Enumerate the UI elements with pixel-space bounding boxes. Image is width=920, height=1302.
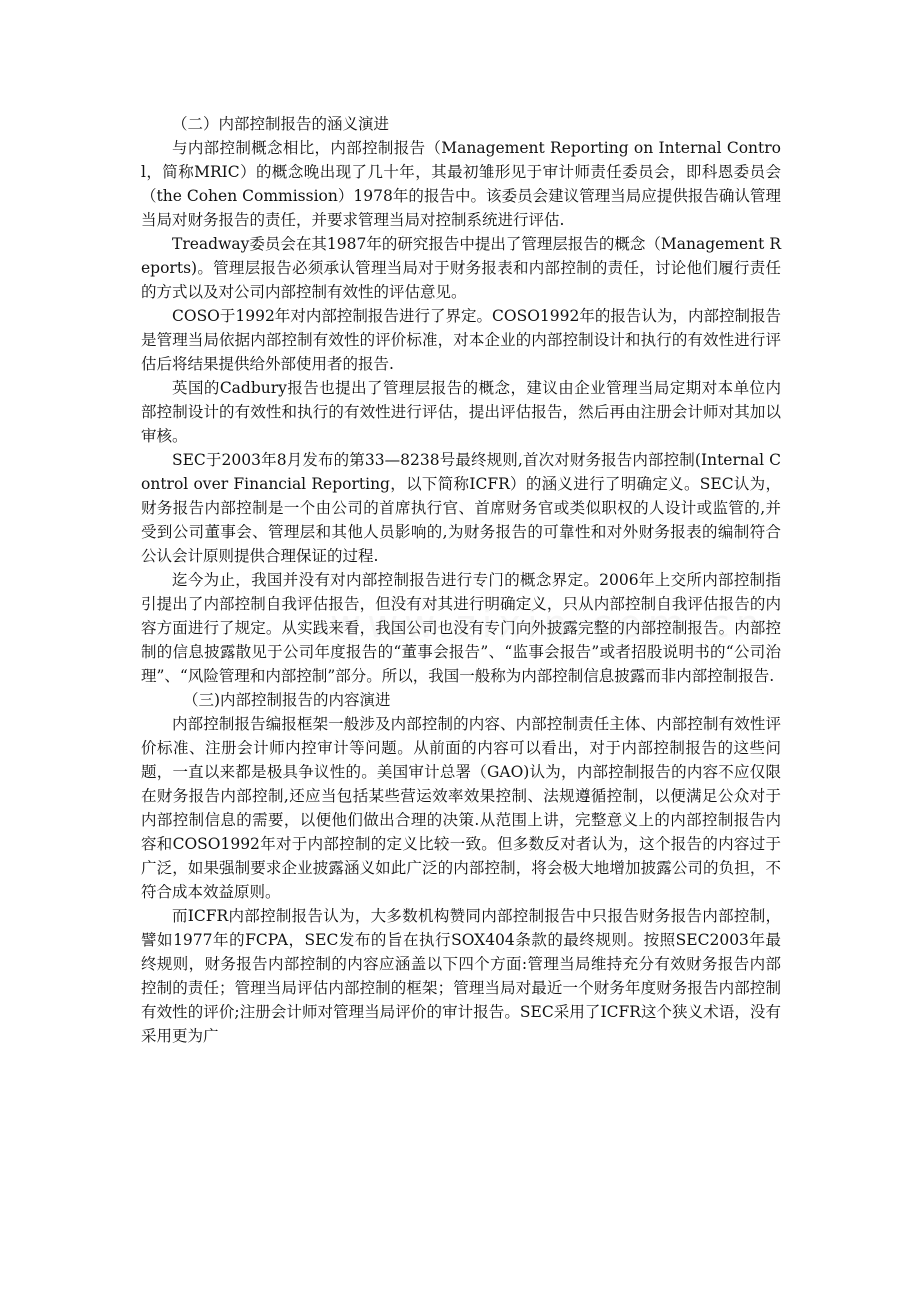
paragraph: 与内部控制概念相比，内部控制报告（Management Reporting on Internal Control，简称MRIC）的概念晚出现了几十年，其最初雏形见于审计师责任委员会，即科恩委员会（the Cohen Commission）1978年的报告中。该委员会建议管理当局应提供报告确认管理当局对财务报告的责任，并要求管理当局对控制系统进行评估. xyxy=(141,139,781,229)
section-heading: （二）内部控制报告的涵义演进 xyxy=(172,115,390,133)
document-body xyxy=(141,112,781,1048)
paragraph: COSO于1992年对内部控制报告进行了界定。COSO1992年的报告认为，内部控制报告是管理当局依据内部控制有效性的评价标准，对本企业的内部控制设计和执行的有效性进行评估后将结果提供给外部使用者的报告. xyxy=(141,307,781,373)
paragraph: SEC于2003年8月发布的第33—8238号最终规则,首次对财务报告内部控制(Internal Control over Financial Reporting，以下简称ICFR）的涵义进行了明确定义。SEC认为，财务报告内部控制是一个由公司的首席执行官、首席财务官或类似职权的人设计或监管的,并受到公司董事会、管理层和其他人员影响的,为财务报告的可靠性和对外财务报表的编制符合公认会计原则提供合理保证的过程. xyxy=(141,451,781,565)
paragraph: 而ICFR内部控制报告认为，大多数机构赞同内部控制报告中只报告财务报告内部控制，譬如1977年的FCPA，SEC发布的旨在执行SOX404条款的最终规则。按照SEC2003年最终规则，财务报告内部控制的内容应涵盖以下四个方面:管理当局维持充分有效财务报告内部控制的责任；管理当局评估内部控制的框架；管理当局对最近一个财务年度财务报告内部控制有效性的评价;注册会计师对管理当局评价的审计报告。SEC采用了ICFR这个狭义术语，没有采用更为广 xyxy=(141,907,781,1045)
paragraph: 迄今为止，我国并没有对内部控制报告进行专门的概念界定。2006年上交所内部控制指引提出了内部控制自我评估报告，但没有对其进行明确定义，只从内部控制自我评估报告的内容方面进行了规定。从实践来看，我国公司也没有专门向外披露完整的内部控制报告。内部控制的信息披露散见于公司年度报告的“董事会报告”、“监事会报告”或者招股说明书的“公司治理”、“风险管理和内部控制”部分。所以，我国一般称为内部控制信息披露而非内部控制报告. xyxy=(141,571,781,685)
paragraph: Treadway委员会在其1987年的研究报告中提出了管理层报告的概念（Management Reports)。管理层报告必须承认管理当局对于财务报表和内部控制的责任，讨论他们履行责任的方式以及对公司内部控制有效性的评估意见。 xyxy=(141,235,781,301)
paragraph: 英国的Cadbury报告也提出了管理层报告的概念，建议由企业管理当局定期对本单位内部控制设计的有效性和执行的有效性进行评估，提出评估报告，然后再由注册会计师对其加以审核。 xyxy=(141,379,781,445)
paragraph: 内部控制报告编报框架一般涉及内部控制的内容、内部控制责任主体、内部控制有效性评价标准、注册会计师内控审计等问题。从前面的内容可以看出，对于内部控制报告的这些问题，一直以来都是极具争议性的。美国审计总署（GAO)认为，内部控制报告的内容不应仅限在财务报告内部控制,还应当包括某些营运效率效果控制、法规遵循控制，以便满足公众对于内部控制信息的需要，以便他们做出合理的决策.从范围上讲，完整意义上的内部控制报告内容和COSO1992年对于内部控制的定义比较一致。但多数反对者认为，这个报告的内容过于广泛，如果强制要求企业披露涵义如此广泛的内部控制，将会极大地增加披露公司的负担，不符合成本效益原则。 xyxy=(141,715,781,901)
section-heading: （三)内部控制报告的内容演进 xyxy=(183,691,391,709)
